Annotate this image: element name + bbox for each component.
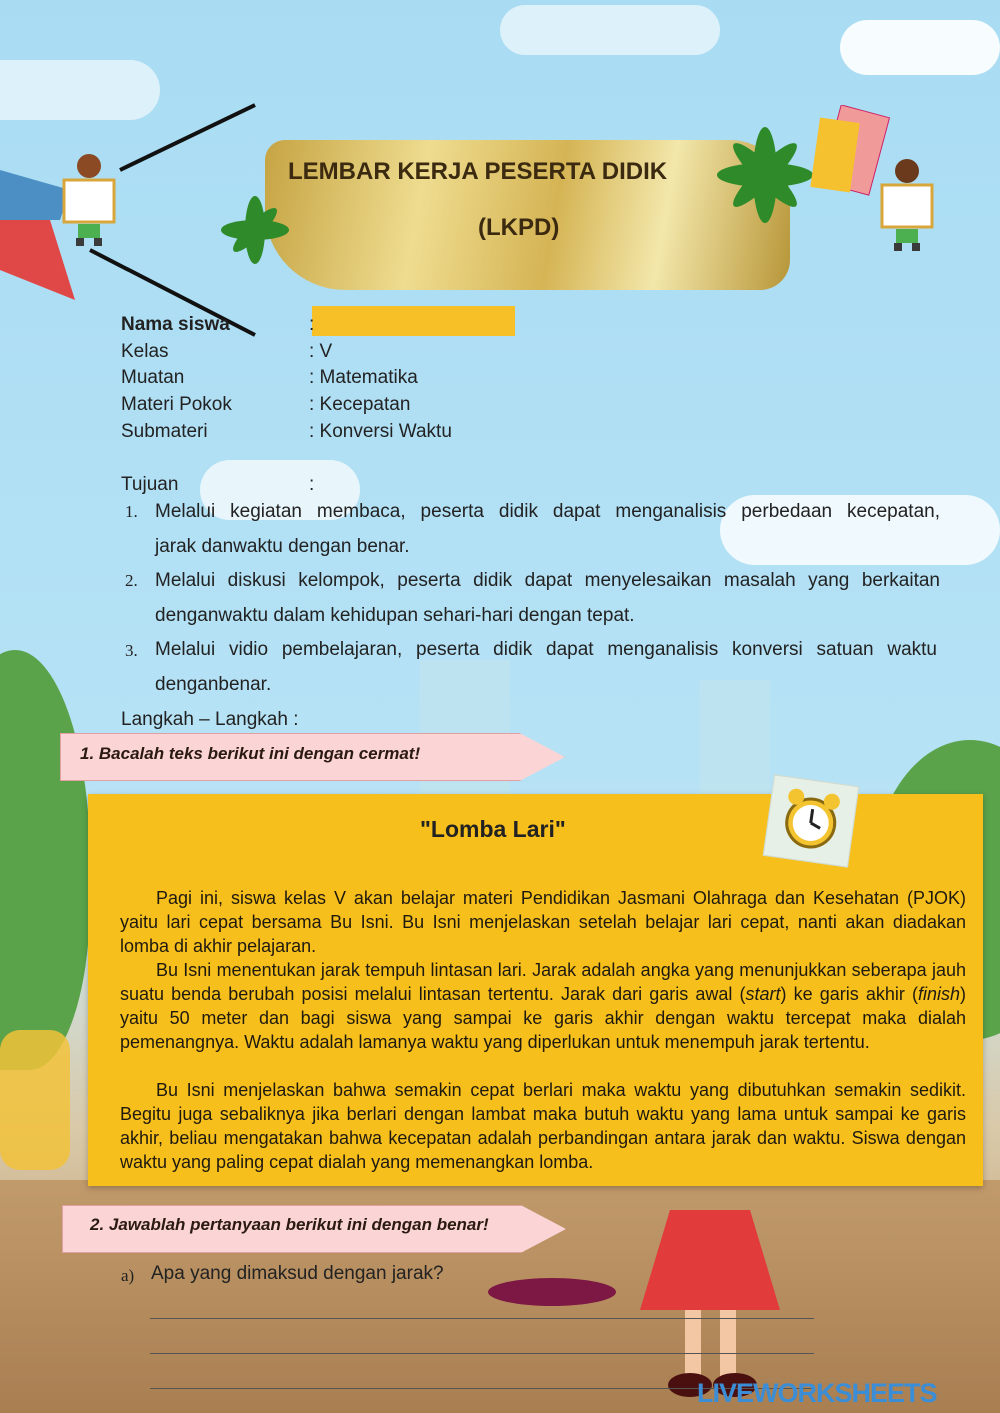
step1-instruction: 1. Bacalah teks berikut ini dengan cermat! — [80, 744, 421, 763]
page-title: LEMBAR KERJA PESERTA DIDIK — [288, 158, 668, 185]
story-paragraph-3: Bu Isni menjelaskan bahwa semakin cepat berlari maka waktu yang dibutuhkan semakin sedikit. Begitu juga sebaliknya jika berlari dengan lambat maka butuh waktu yang lama untuk sampai ke garis akhir, beliau mengatakan bahwa kecepatan adalah perbandingan antara jarak dan waktu. Siswa dengan waktu yang paling cepat dialah yang memenangkan lomba. — [120, 1080, 966, 1172]
label-tujuan: Tujuan — [121, 474, 179, 495]
objective-number: 3. — [125, 641, 138, 660]
cloud-decoration — [840, 20, 1000, 75]
page-subtitle: (LKPD) — [478, 214, 560, 241]
story-paragraph-1: Pagi ini, siswa kelas V akan belajar materi Pendidikan Jasmani Olahraga dan Kesehatan (PJOK) yaitu lari cepat bersama Bu Isni. Bu Isni menjelaskan setelah belajar lari cepat, nanti akan diadakan lomba di akhir pelajaran. — [120, 888, 966, 956]
objective-number: 1. — [125, 502, 138, 521]
leaf-decoration — [215, 190, 295, 270]
step2-instruction: 2. Jawablah pertanyaan berikut ini dengan benar! — [90, 1215, 489, 1234]
answer-line[interactable] — [150, 1353, 814, 1354]
objective-number: 2. — [125, 571, 138, 590]
value-muatan: : Matematika — [309, 367, 418, 388]
label-kelas: Kelas — [121, 341, 169, 362]
value-submateri: : Konversi Waktu — [309, 421, 452, 442]
puddle-decoration — [488, 1278, 616, 1306]
question-a-marker: a) — [121, 1266, 135, 1285]
label-submateri: Submateri — [121, 421, 208, 442]
answer-line[interactable] — [150, 1318, 814, 1319]
objective-line: Melalui diskusi kelompok, peserta didik dapat menyelesaikan masalah yang berkaitan — [155, 570, 940, 591]
label-nama-siswa: Nama siswa — [121, 314, 230, 335]
tujuan-colon: : — [309, 474, 315, 495]
value-nama-siswa: : — [309, 314, 315, 335]
story-title: "Lomba Lari" — [420, 816, 566, 842]
backpack-decoration — [0, 1030, 70, 1170]
objective-line: denganbenar. — [155, 674, 272, 695]
objective-line: jarak danwaktu dengan benar. — [155, 536, 410, 557]
label-materi-pokok: Materi Pokok — [121, 394, 232, 415]
objective-line: denganwaktu dalam kehidupan sehari-hari dengan tepat. — [155, 605, 635, 626]
girl-sign-icon — [60, 150, 118, 248]
story-paragraph-2: Bu Isni menentukan jarak tempuh lintasan lari. Jarak adalah angka yang menunjukkan seberapa jauh suatu benda berubah posisi melalui lintasan tertentu. Jarak dari garis awal (start) ke garis akhir (finish) yaitu 50 meter dan bagi siswa yang sampai ke garis akhir dengan waktu tercepat maka dialah pemenangnya. Waktu adalah lamanya waktu yang diperlukan untuk menempuh jarak tertentu. — [120, 960, 966, 1052]
boy-sign-icon — [878, 155, 936, 253]
value-materi-pokok: : Kecepatan — [309, 394, 411, 415]
label-muatan: Muatan — [121, 367, 185, 388]
objective-line: Melalui kegiatan membaca, peserta didik dapat menganalisis perbedaan kecepatan, — [155, 501, 940, 522]
question-a-text: Apa yang dimaksud dengan jarak? — [151, 1263, 444, 1284]
objective-line: Melalui vidio pembelajaran, peserta didik dapat menganalisis konversi satuan waktu — [155, 639, 937, 660]
name-input-box[interactable] — [312, 306, 515, 336]
alarm-clock-icon — [763, 774, 860, 867]
leaf-decoration — [710, 120, 820, 230]
cloud-decoration — [500, 5, 720, 55]
langkah-label: Langkah – Langkah : — [121, 709, 299, 730]
value-kelas: : V — [309, 341, 333, 362]
liveworksheets-watermark: LIVEWORKSHEETS — [697, 1378, 937, 1408]
